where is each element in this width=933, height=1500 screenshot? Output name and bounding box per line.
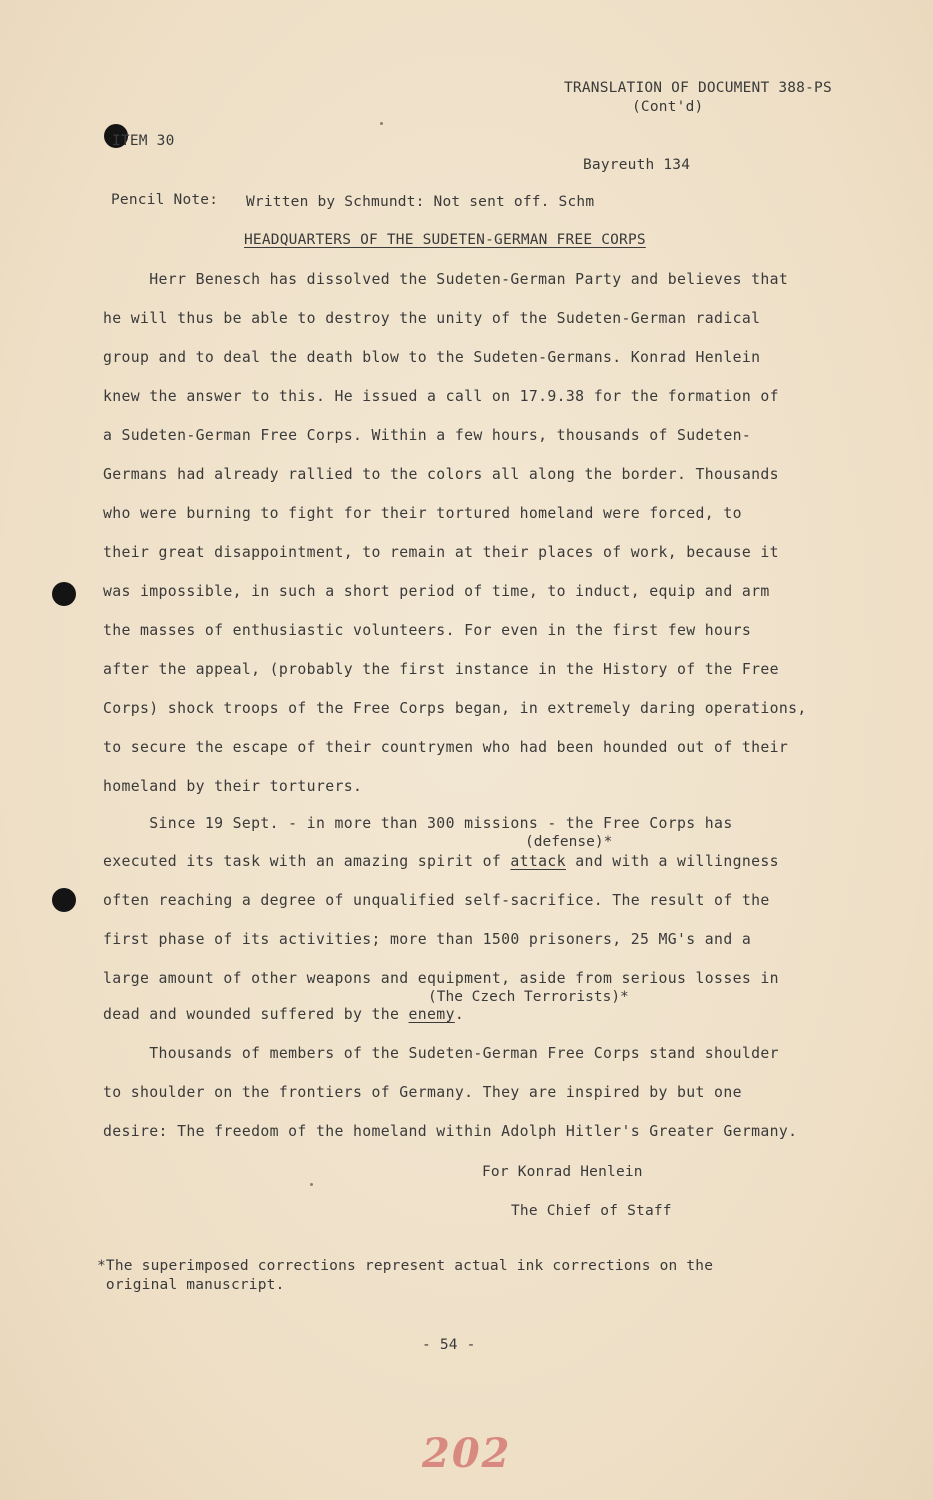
paragraph-line: knew the answer to this. He issued a call on 17.9.38 for the formation of bbox=[103, 388, 779, 405]
header-contd: (Cont'd) bbox=[632, 99, 704, 115]
paragraph-line: was impossible, in such a short period of time, to induct, equip and arm bbox=[103, 583, 770, 600]
signature-line-2: The Chief of Staff bbox=[511, 1203, 672, 1219]
text-segment: and with a willingness bbox=[565, 853, 779, 870]
paragraph-line: group and to deal the death blow to the Sudeten-Germans. Konrad Henlein bbox=[103, 349, 761, 366]
paragraph-line: who were burning to fight for their tortured homeland were forced, to bbox=[103, 505, 742, 522]
paragraph-line: homeland by their torturers. bbox=[103, 778, 363, 795]
item-label: ITEM 30 bbox=[112, 133, 175, 149]
paragraph-line: Germans had already rallied to the colors all along the border. Thousands bbox=[103, 466, 779, 483]
punch-hole-middle bbox=[52, 582, 76, 606]
paragraph-line: after the appeal, (probably the first instance in the History of the Free bbox=[103, 661, 779, 678]
paragraph-line bbox=[103, 853, 779, 870]
text-segment: . bbox=[454, 1006, 465, 1023]
footnote-line-2: original manuscript. bbox=[97, 1277, 285, 1293]
handwritten-page-number: 202 bbox=[422, 1430, 512, 1477]
paper-speck bbox=[310, 1183, 313, 1186]
page-number: - 54 - bbox=[422, 1337, 476, 1353]
paragraph-line: large amount of other weapons and equipment, aside from serious losses in bbox=[103, 970, 779, 987]
pencil-note-text: Written by Schmundt: Not sent off. Schm bbox=[246, 194, 595, 210]
paragraph-line: Herr Benesch has dissolved the Sudeten-German Party and believes that bbox=[103, 271, 789, 288]
footnote-line-1: *The superimposed corrections represent actual ink corrections on the bbox=[97, 1258, 714, 1274]
paper-speck bbox=[380, 122, 383, 125]
paragraph-line: often reaching a degree of unqualified self-sacrifice. The result of the bbox=[103, 892, 770, 909]
text-segment: dead and wounded suffered by the bbox=[103, 1006, 409, 1023]
header-title: TRANSLATION OF DOCUMENT 388-PS bbox=[564, 80, 832, 96]
corrected-word: attack bbox=[510, 853, 566, 870]
ink-correction: (The Czech Terrorists)* bbox=[428, 989, 629, 1005]
paragraph-line: to shoulder on the frontiers of Germany. They are inspired by but one bbox=[103, 1084, 742, 1101]
paragraph-line: Thousands of members of the Sudeten-German Free Corps stand shoulder bbox=[103, 1045, 779, 1062]
location: Bayreuth 134 bbox=[583, 157, 691, 173]
signature-line-1: For Konrad Henlein bbox=[482, 1164, 643, 1180]
paragraph-line: first phase of its activities; more than 1500 prisoners, 25 MG's and a bbox=[103, 931, 752, 948]
paragraph-line: desire: The freedom of the homeland within Adolph Hitler's Greater Germany. bbox=[103, 1123, 798, 1140]
punch-hole-lower bbox=[52, 888, 76, 912]
paragraph-line: the masses of enthusiastic volunteers. For even in the first few hours bbox=[103, 622, 752, 639]
paragraph-line: Since 19 Sept. - in more than 300 missions - the Free Corps has bbox=[103, 815, 733, 832]
text-segment: executed its task with an amazing spirit of bbox=[103, 853, 511, 870]
document-heading: HEADQUARTERS OF THE SUDETEN-GERMAN FREE CORPS bbox=[244, 232, 646, 248]
paragraph-line: a Sudeten-German Free Corps. Within a few hours, thousands of Sudeten- bbox=[103, 427, 752, 444]
paragraph-line: Corps) shock troops of the Free Corps began, in extremely daring operations, bbox=[103, 700, 807, 717]
paragraph-line: their great disappointment, to remain at their places of work, because it bbox=[103, 544, 779, 561]
corrected-word: enemy bbox=[408, 1006, 455, 1023]
paragraph-line: to secure the escape of their countrymen who had been hounded out of their bbox=[103, 739, 789, 756]
paragraph-line: he will thus be able to destroy the unity of the Sudeten-German radical bbox=[103, 310, 761, 327]
pencil-note-label: Pencil Note: bbox=[111, 192, 219, 208]
ink-correction: (defense)* bbox=[525, 834, 613, 850]
paragraph-line bbox=[103, 1006, 464, 1023]
